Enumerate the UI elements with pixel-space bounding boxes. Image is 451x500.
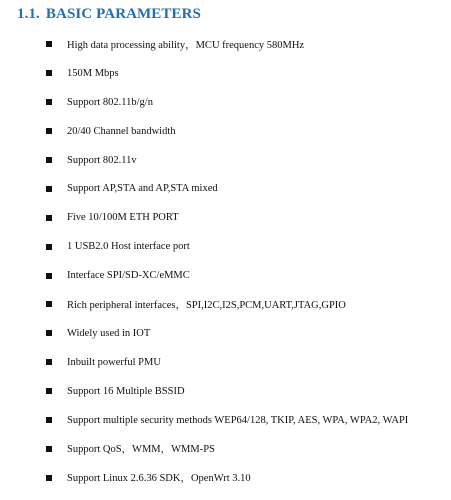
square-bullet-icon	[46, 128, 52, 134]
list-item-text: Support QoS，WMM，WMM-PS	[67, 444, 215, 456]
list-item	[0, 377, 451, 406]
list-item-text: Support 802.11v	[67, 154, 137, 166]
square-bullet-icon	[46, 359, 52, 365]
list-item-text: Rich peripheral interfaces，SPI,I2C,I2S,PCM,UART,JTAG,GPIO	[67, 299, 346, 311]
parameter-list	[0, 30, 451, 492]
square-bullet-icon	[46, 273, 52, 279]
list-item-text: Widely used in IOT	[67, 327, 151, 339]
list-item-text: High data processing ability，MCU frequency 580MHz	[67, 39, 305, 51]
square-bullet-icon	[46, 244, 52, 250]
list-item-text: Interface SPI/SD-XC/eMMC	[67, 270, 190, 282]
list-item-text: Five 10/100M ETH PORT	[67, 212, 179, 224]
square-bullet-icon	[46, 330, 52, 336]
list-item-text: Support 16 Multiple BSSID	[67, 385, 185, 397]
list-item-text: 20/40 Channel bandwidth	[67, 125, 176, 137]
list-item	[0, 406, 451, 435]
list-item	[0, 30, 451, 59]
list-item	[0, 174, 451, 203]
square-bullet-icon	[46, 157, 52, 163]
section-number: 1.1.	[17, 6, 40, 22]
list-item-text: 1 USB2.0 Host interface port	[67, 241, 190, 253]
square-bullet-icon	[46, 301, 52, 307]
square-bullet-icon	[46, 475, 52, 481]
list-item	[0, 290, 451, 319]
square-bullet-icon	[46, 99, 52, 105]
list-item-text: Support 802.11b/g/n	[67, 96, 153, 108]
list-item-text: 150M Mbps	[67, 67, 119, 79]
square-bullet-icon	[46, 186, 52, 192]
list-item	[0, 203, 451, 232]
square-bullet-icon	[46, 215, 52, 221]
list-item	[0, 59, 451, 88]
square-bullet-icon	[46, 417, 52, 423]
list-item	[0, 348, 451, 377]
square-bullet-icon	[46, 41, 52, 47]
list-item-text: Inbuilt powerful PMU	[67, 356, 161, 368]
list-item-text: Support AP,STA and AP,STA mixed	[67, 183, 218, 195]
square-bullet-icon	[46, 446, 52, 452]
list-item	[0, 117, 451, 146]
square-bullet-icon	[46, 70, 52, 76]
list-item-text: Support Linux 2.6.36 SDK，OpenWrt 3.10	[67, 473, 251, 485]
square-bullet-icon	[46, 388, 52, 394]
list-item	[0, 146, 451, 175]
list-item	[0, 261, 451, 290]
section-title: BASIC PARAMETERS	[45, 6, 201, 22]
section-heading	[17, 6, 201, 23]
list-item-text: Support multiple security methods WEP64/128, TKIP, AES, WPA, WPA2, WAPI	[67, 414, 409, 426]
list-item	[0, 319, 451, 348]
list-item	[0, 232, 451, 261]
list-item	[0, 463, 451, 492]
list-item	[0, 434, 451, 463]
list-item	[0, 88, 451, 117]
